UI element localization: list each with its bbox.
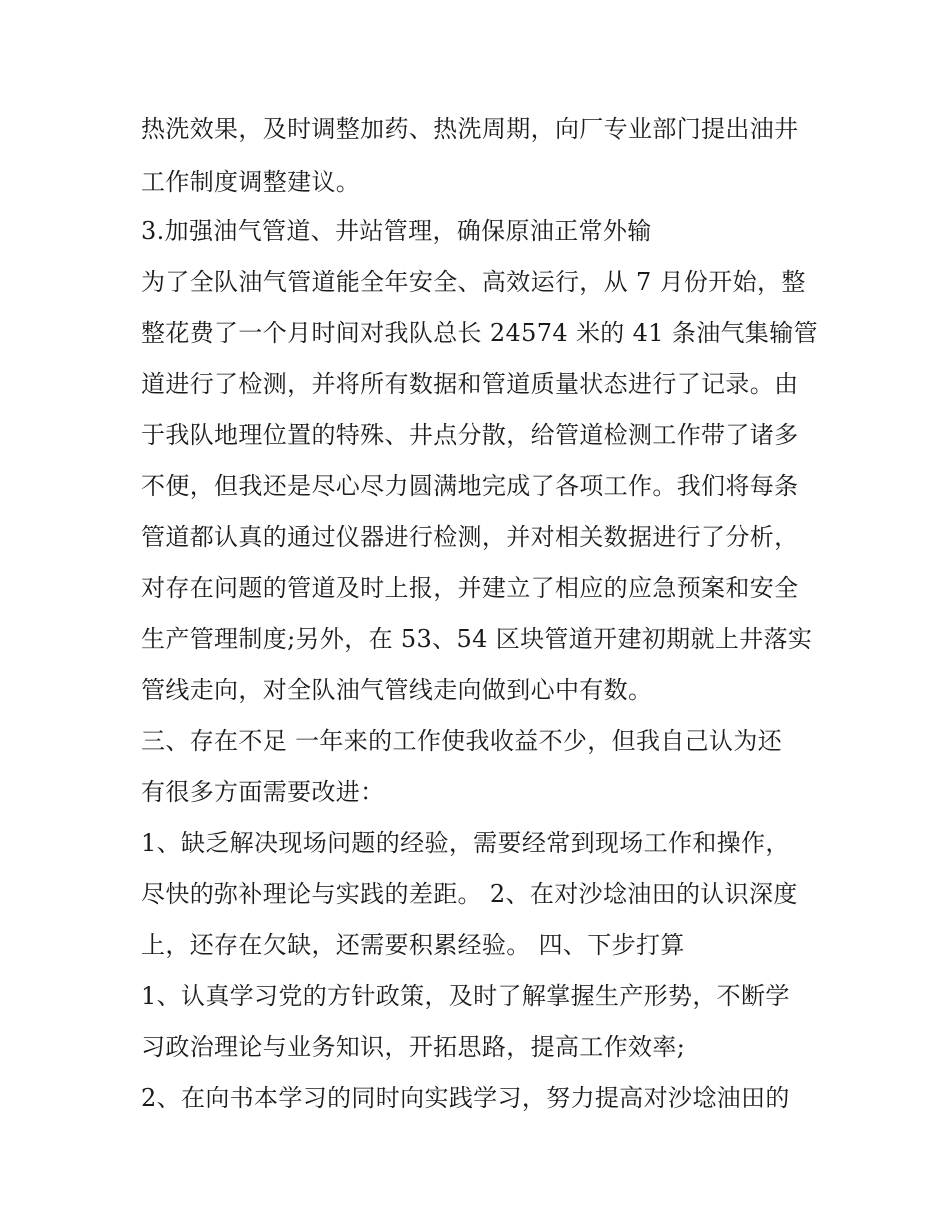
section-heading: 3.加强油气管道、井站管理，确保原油正常外输: [141, 217, 652, 245]
text-line: 工作制度调整建议。: [141, 168, 361, 196]
text-line: 1、认真学习党的方针政策，及时了解掌握生产形势，不断学: [141, 982, 790, 1010]
text-line: 习政治理论与业务知识，开拓思路，提高工作效率;: [141, 1033, 686, 1061]
text-line: 整花费了一个月时间对我队总长 24574 米的 41 条油气集输管: [141, 319, 818, 347]
text-line: 管道都认真的通过仪器进行检测，并对相关数据进行了分析，: [141, 523, 799, 551]
text-line: 不便，但我还是尽心尽力圆满地完成了各项工作。我们将每条: [141, 472, 799, 500]
text-line: 为了全队油气管道能全年安全、高效运行，从 7 月份开始，整: [141, 268, 806, 296]
text-line: 1、缺乏解决现场问题的经验，需要经常到现场工作和操作，: [141, 829, 790, 857]
text-line: 于我队地理位置的特殊、井点分散，给管道检测工作带了诸多: [141, 421, 799, 449]
text-line: 管线走向，对全队油气管线走向做到心中有数。: [141, 676, 653, 704]
text-line: 生产管理制度;另外，在 53、54 区块管道开建初期就上井落实: [141, 625, 813, 653]
text-line: 对存在问题的管道及时上报，并建立了相应的应急预案和安全: [141, 574, 799, 602]
text-line: 热洗效果，及时调整加药、热洗周期，向厂专业部门提出油井: [141, 115, 799, 143]
text-line: 2、在向书本学习的同时向实践学习，努力提高对沙埝油田的: [141, 1084, 790, 1112]
text-line: 三、存在不足 一年来的工作使我收益不少，但我自己认为还: [141, 727, 783, 755]
text-line: 有很多方面需要改进：: [141, 778, 385, 806]
text-line: 道进行了检测，并将所有数据和管道质量状态进行了记录。由: [141, 370, 799, 398]
text-line: 上，还存在欠缺，还需要积累经验。 四、下步打算: [141, 931, 685, 959]
text-line: 尽快的弥补理论与实践的差距。 2、在对沙埝油田的认识深度: [141, 880, 798, 908]
